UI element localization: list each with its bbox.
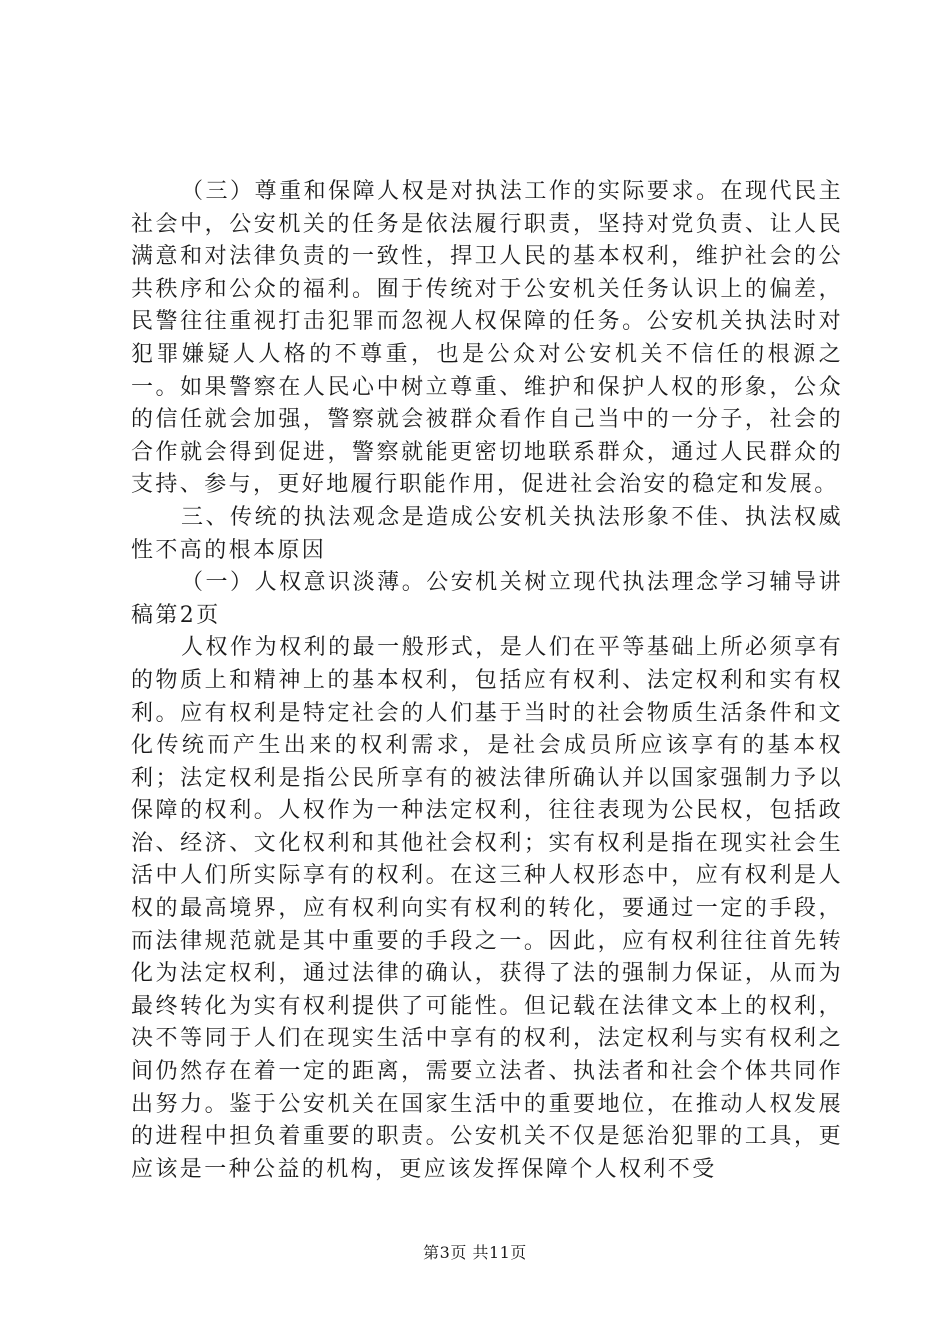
paragraph-human-rights-forms: 人权作为权利的最一般形式，是人们在平等基础上所必须享有的物质上和精神上的基本权利，包括应有权利、法定权利和实有权利。应有权利是特定社会的人们基于当时的社会物质生活条件和文化传统而产生出来的权利需求，是社会成员所应该享有的基本权利；法定权利是指公民所享有的被法律所确认并以国家强制力予以保障的权利。人权作为一种法定权利，往往表现为公民权，包括政治、经济、文化权利和其他社会权利；实有权利是指在现实社会生活中人们所实际享有的权利。在这三种人权形态中，应有权利是人权的最高境界，应有权利向实有权利的转化，要通过一定的手段，而法律规范就是其中重要的手段之一。因此，应有权利往往首先转化为法定权利，通过法律的确认，获得了法的强制力保证，从而为最终转化为实有权利提供了可能性。但记载在法律文本上的权利，决不等同于人们在现实生活中享有的权利，法定权利与实有权利之间仍然存在着一定的距离，需要立法者、执法者和社会个体共同作出努力。鉴于公安机关在国家生活中的重要地位，在推动人权发展的进程中担负着重要的职责。公安机关不仅是惩治犯罪的工具，更应该是一种公益的机构，更应该发挥保障个人权利不受 [131, 635, 843, 1182]
subsection-heading-one: （一）人权意识淡薄。公安机关树立现代执法理念学习辅导讲稿第2页 [131, 570, 843, 628]
section-heading-three: 三、传统的执法观念是造成公安机关执法形象不佳、执法权威性不高的根本原因 [131, 504, 843, 563]
document-body [131, 176, 843, 1186]
paragraph-human-rights-requirement: （三）尊重和保障人权是对执法工作的实际要求。在现代民主社会中，公安机关的任务是依法履行职责，坚持对党负责、让人民满意和对法律负责的一致性，捍卫人民的基本权利，维护社会的公共秩序和公众的福利。囿于传统对于公安机关任务认识上的偏差，民警往往重视打击犯罪而忽视人权保障的任务。公安机关执法时对犯罪嫌疑人人格的不尊重，也是公众对公安机关不信任的根源之一。如果警察在人民心中树立尊重、维护和保护人权的形象，公众的信任就会加强，警察就会被群众看作自己当中的一分子，社会的合作就会得到促进，警察就能更密切地联系群众，通过人民群众的支持、参与，更好地履行职能作用，促进社会治安的稳定和发展。 [131, 179, 843, 498]
page-number-footer: 第3页 共11页 [423, 1243, 527, 1262]
